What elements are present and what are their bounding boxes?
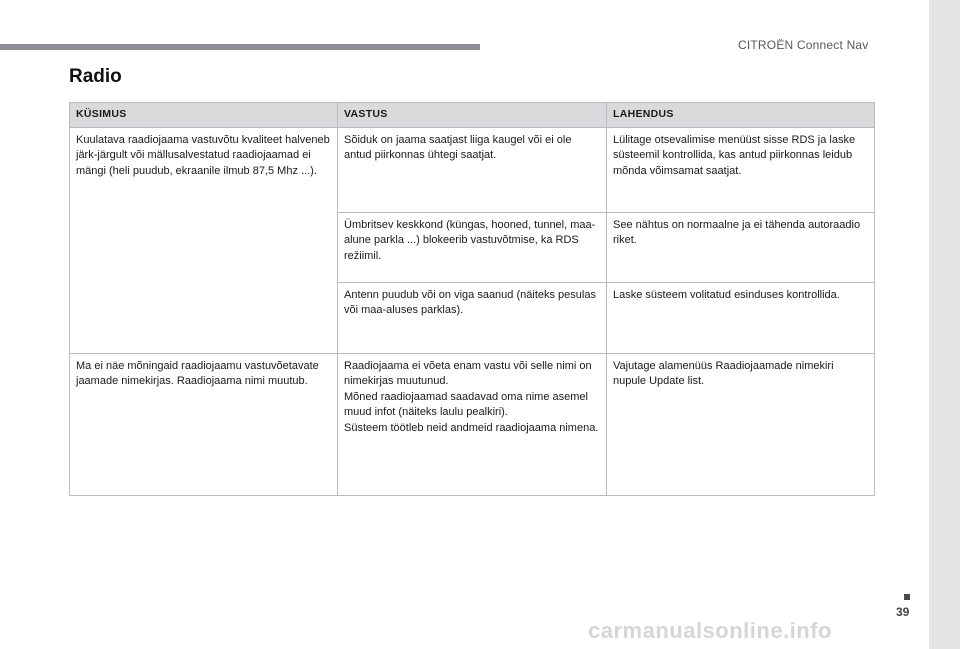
answer-line: Süsteem töötleb neid andmeid raadiojaama nimena. — [344, 421, 599, 434]
answer-line: Raadiojaama ei võeta enam vastu või selle nimi on nimekirjas muutunud. — [344, 359, 592, 387]
question-cell: Ma ei näe mõningaid raadiojaamu vastuvõetavate jaamade nimekirjas. Raadiojaama nimi muutub. — [70, 353, 338, 495]
question-cell: Kuulatava raadiojaama vastuvõtu kvaliteet halveneb järk-järgult või mällusalvestatud raadiojaamad ei mängi (heli puudub, ekraanile ilmub 87,5 Mhz ...). — [70, 127, 338, 353]
page-marker-dot — [904, 594, 910, 600]
page-number: 39 — [896, 605, 910, 619]
answer-line: Mõned raadiojaamad saadavad oma nime asemel muud infot (näiteks laulu pealkiri). — [344, 390, 588, 418]
solution-cell: Laske süsteem volitatud esinduses kontrollida. — [607, 282, 875, 353]
answer-cell — [338, 353, 607, 495]
column-header-solution: LAHENDUS — [607, 103, 875, 128]
brand-label: CITROËN Connect Nav — [738, 38, 869, 52]
watermark-text: carmanualsonline.info — [588, 618, 832, 643]
answer-cell: Ümbritsev keskkond (küngas, hooned, tunnel, maa-alune parkla ...) blokeerib vastuvõtmise, ka RDS režiimil. — [338, 212, 607, 282]
table-row — [70, 127, 875, 212]
table-header-row — [70, 103, 875, 128]
troubleshooting-table — [69, 102, 875, 496]
page-edge-strip — [929, 0, 960, 649]
answer-cell: Sõiduk on jaama saatjast liiga kaugel või ei ole antud piirkonnas ühtegi saatjat. — [338, 127, 607, 212]
solution-cell: Lülitage otsevalimise menüüst sisse RDS ja laske süsteemil kontrollida, kas antud piirkonnas leidub mõnda võimsamat saatjat. — [607, 127, 875, 212]
column-header-answer: VASTUS — [338, 103, 607, 128]
header-rule — [0, 44, 480, 50]
solution-cell: Vajutage alamenüüs Raadiojaamade nimekiri nupule Update list. — [607, 353, 875, 495]
answer-cell: Antenn puudub või on viga saanud (näiteks pesulas või maa-aluses parklas). — [338, 282, 607, 353]
column-header-question: KÜSIMUS — [70, 103, 338, 128]
solution-cell: See nähtus on normaalne ja ei tähenda autoraadio riket. — [607, 212, 875, 282]
page-title: Radio — [69, 66, 122, 87]
table-row — [70, 353, 875, 495]
